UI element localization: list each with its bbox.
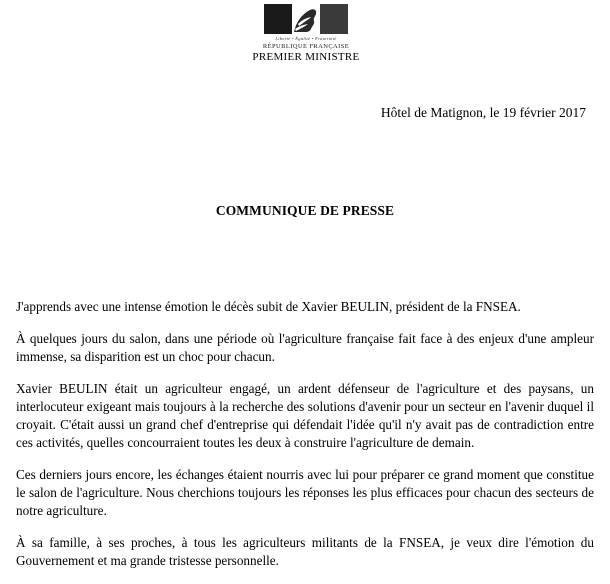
- date-line: Hôtel de Matignon, le 19 février 2017: [380, 105, 586, 120]
- ministry-name: PREMIER MINISTRE: [252, 51, 360, 63]
- body-text: [16, 298, 594, 584]
- motto: Liberté • Égalité • Fraternité: [275, 36, 337, 41]
- paragraph: À sa famille, à ses proches, à tous les agriculteurs militants de la FNSEA, je veux dire l'émotion du Gouvernement et ma grande tristesse personnelle.: [16, 535, 594, 568]
- paragraph: Xavier BEULIN était un agriculteur engagé, un ardent défenseur de l'agriculture et des paysans, un interlocuteur exigeant mais toujours à la recherche des solutions d'avenir pour un secteur en l'avenir duquel il croyait. C'était aussi un grand chef d'entreprise qui défendait l'idée qu'il n'y avait pas de contradiction entre ces activités, quelles concourraient toutes les deux à construire l'agriculture de demain.: [16, 381, 594, 450]
- paragraph: À quelques jours du salon, dans une période où l'agriculture française fait face à des enjeux d'une ampleur immense, sa disparition est un choc pour chacun.: [16, 331, 594, 364]
- paragraph: J'apprends avec une intense émotion le décès subit de Xavier BEULIN, président de la FNSEA.: [16, 299, 521, 314]
- republic-name: RÉPUBLIQUE FRANÇAISE: [262, 43, 350, 50]
- paragraph: Ces derniers jours encore, les échanges étaient nourris avec lui pour préparer ce grand moment que constitue le salon de l'agriculture. Nous cherchions toujours les réponses les plus efficaces pour chacun des secteurs de notre agriculture.: [16, 467, 594, 518]
- marianne-logo-icon: [264, 4, 348, 34]
- letterhead: [236, 4, 376, 64]
- document-title: COMMUNIQUE DE PRESSE: [215, 203, 395, 218]
